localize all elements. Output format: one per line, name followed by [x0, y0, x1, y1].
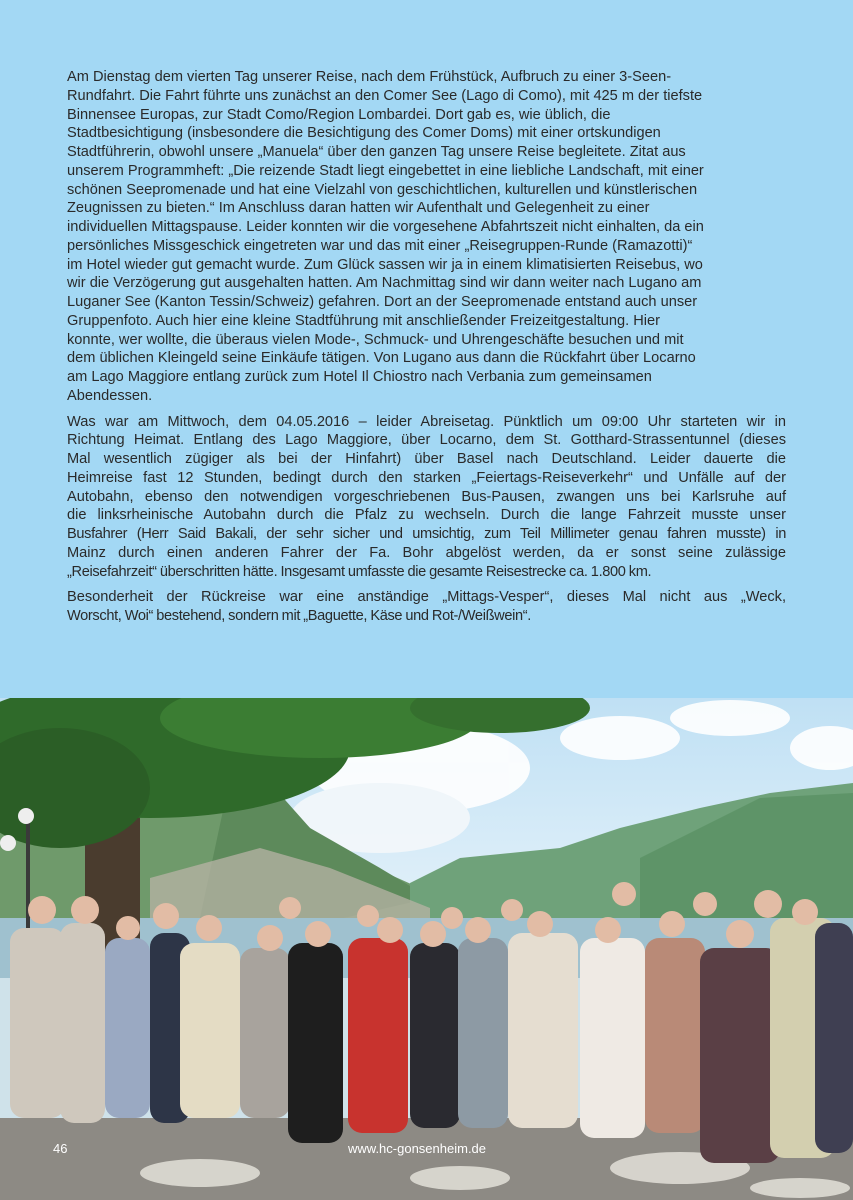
- text-line: Busfahrer (Herr Said Bakali, der sehr sicher und umsichtig, zum Teil Millimeter genau fahren musste) in: [67, 526, 786, 542]
- text-line: Mainz durch einen anderen Fahrer der Fa. Bohr abgelöst werden, da er sonst seine zulässige: [67, 544, 786, 561]
- group-photo-illustration: [0, 698, 853, 1200]
- paragraph-return-trip: [67, 588, 786, 626]
- text-line: Zeugnissen zu bieten.“ Im Anschluss daran hatten wir Aufenthalt und Gelegenheit zu einer: [67, 200, 650, 217]
- text-line: Mal wesentlich zügiger als bei der Hinfahrt) über Basel nach Deutschland. Leider dauerte die: [67, 451, 786, 467]
- text-line: konnte, wer wollte, die überaus vielen Mode-, Schmuck- und Uhrengeschäfte besuchen und mit: [67, 331, 684, 348]
- text-line: Am Dienstag dem vierten Tag unserer Reise, nach dem Frühstück, Aufbruch zu einer 3-Seen-: [67, 69, 672, 85]
- text-line: wir die Verzögerung gut ausgehalten hatten. Am Nachmittag sind wir dann weiter nach Lugano am: [67, 275, 702, 292]
- text-line: „Reisefahrzeit“ überschritten hätte. Insgesamt umfasste die gesamte Reisestrecke ca. 1.800 km.: [67, 563, 652, 580]
- text-line: im Hotel wieder gut gemacht wurde. Zum Glück sassen wir ja in einem klimatisierten Reisebus, wo: [67, 256, 703, 273]
- text-line: Gruppenfoto. Auch hier eine kleine Stadtführung mit anschließender Freizeitgestaltung. Hier: [67, 312, 661, 329]
- text-line: Autobahn, ebenso den notwendigen vorgeschriebenen Bus-Pausen, zwangen uns bei Karlsruhe auf: [67, 488, 786, 505]
- text-line: individuellen Mittagspause. Leider konnten wir die vorgesehene Abfahrtszeit nicht einhalten, da ein: [67, 219, 704, 235]
- text-line: Abendessen.: [67, 387, 153, 404]
- article-text: [67, 68, 786, 633]
- text-line: Rundfahrt. Die Fahrt führte uns zunächst an den Comer See (Lago di Como), mit 425 m der tiefste: [67, 87, 703, 104]
- page-number: 46: [53, 1141, 68, 1156]
- text-line: Luganer See (Kanton Tessin/Schweiz) gefahren. Dort an der Seepromenade entstand auch unser: [67, 294, 698, 310]
- paragraph-wednesday: [67, 413, 786, 582]
- text-line: Stadtführerin, obwohl unsere „Manuela“ über den ganzen Tag unsere Reise begleitete. Zitat aus: [67, 144, 686, 160]
- text-line: Richtung Heimat. Entlang des Lago Maggiore, über Locarno, dem St. Gotthard-Strassentunnel (dieses: [67, 432, 786, 449]
- paragraph-tuesday: [67, 68, 786, 406]
- website-url: www.hc-gonsenheim.de: [348, 1141, 487, 1156]
- text-line: am Lago Maggiore entlang zurück zum Hotel Il Chiostro nach Verbania zum gemeinsamen: [67, 369, 652, 385]
- text-line: Besonderheit der Rückreise war eine anständige „Mittags-Vesper“, dieses Mal nicht aus „Weck,: [67, 589, 786, 606]
- text-line: Worscht, Woi“ bestehend, sondern mit „Baguette, Käse und Rot-/Weißwein“.: [67, 608, 531, 624]
- text-line: unserem Programmheft: „Die reizende Stadt liegt eingebettet in eine liebliche Landschaft, mit einer: [67, 162, 704, 179]
- text-line: Heimreise fast 12 Stunden, bedingt durch den starken „Feiertags-Reiseverkehr“ und Unfälle auf der: [67, 469, 786, 486]
- group-photo: [0, 698, 853, 1200]
- text-line: dem üblichen Kleingeld seine Einkäufe tätigen. Von Lugano aus dann die Rückfahrt über Locarno: [67, 350, 696, 367]
- text-line: Was war am Mittwoch, dem 04.05.2016 – leider Abreisetag. Pünktlich um 09:00 Uhr starteten wir in: [67, 413, 786, 430]
- text-line: die linksrheinische Autobahn durch die Pfalz zu wechseln. Durch die lange Fahrzeit musste unser: [67, 507, 786, 524]
- text-line: Stadtbesichtigung (insbesondere die Besichtigung des Comer Doms) mit einer ortskundigen: [67, 125, 661, 142]
- text-line: Binnensee Europas, zur Stadt Como/Region Lombardei. Dort gab es, wie üblich, die: [67, 106, 611, 123]
- text-line: schönen Seepromenade und hat eine Vielzahl von geschichtlichen, kulturellen und künstlerischen: [67, 181, 698, 198]
- text-line: persönliches Missgeschick eingetreten war und das mit einer „Reisegruppen-Runde (Ramazotti)“: [67, 237, 693, 254]
